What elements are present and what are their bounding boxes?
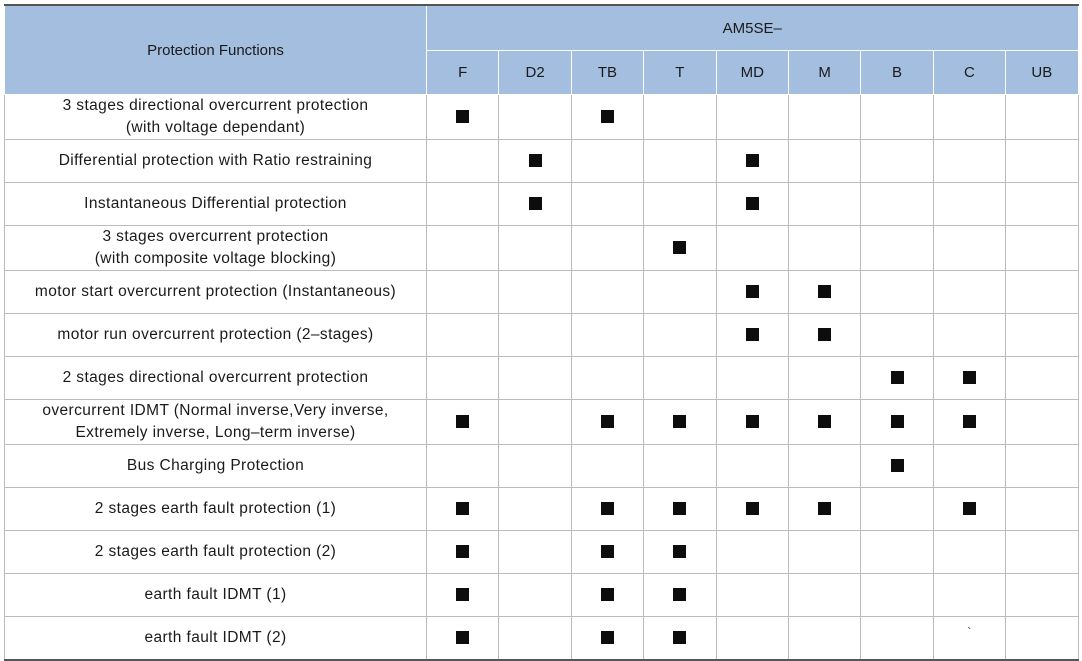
supported-mark-icon — [529, 197, 542, 210]
support-cell-m — [788, 400, 860, 445]
support-cell-ub — [1006, 357, 1078, 400]
support-cell-ub — [1006, 400, 1078, 445]
support-cell-m — [788, 95, 860, 140]
supported-mark-icon — [818, 502, 831, 515]
support-cell-ub — [1006, 445, 1078, 488]
support-cell-t — [644, 531, 716, 574]
support-cell-f — [427, 574, 499, 617]
support-cell-ub — [1006, 140, 1078, 183]
supported-mark-icon — [818, 285, 831, 298]
protection-functions-header: Protection Functions — [5, 5, 427, 95]
support-cell-f — [427, 531, 499, 574]
support-cell-ub — [1006, 95, 1078, 140]
support-cell-md — [716, 617, 788, 660]
support-cell-ub — [1006, 574, 1078, 617]
supported-mark-icon — [746, 197, 759, 210]
protection-function-name — [5, 400, 427, 445]
table-row — [5, 226, 1079, 271]
supported-mark-icon — [673, 415, 686, 428]
supported-mark-icon — [746, 502, 759, 515]
support-cell-tb — [571, 183, 643, 226]
support-cell-ub — [1006, 226, 1078, 271]
protection-function-name — [5, 183, 427, 226]
support-cell-tb — [571, 531, 643, 574]
support-cell-b — [861, 531, 933, 574]
protection-function-line: earth fault IDMT (2) — [144, 628, 287, 646]
supported-mark-icon — [456, 415, 469, 428]
support-cell-c — [933, 95, 1005, 140]
support-cell-d2 — [499, 314, 571, 357]
support-cell-c — [933, 617, 1005, 660]
support-cell-b — [861, 314, 933, 357]
protection-function-line: motor run overcurrent protection (2–stages) — [57, 326, 374, 343]
supported-mark-icon — [601, 631, 614, 644]
support-cell-m — [788, 531, 860, 574]
support-cell-tb — [571, 357, 643, 400]
support-cell-f — [427, 226, 499, 271]
support-cell-md — [716, 445, 788, 488]
support-cell-d2 — [499, 95, 571, 140]
support-cell-d2 — [499, 488, 571, 531]
table-row — [5, 271, 1079, 314]
support-cell-f — [427, 400, 499, 445]
supported-mark-icon — [601, 545, 614, 558]
support-cell-f — [427, 617, 499, 660]
support-cell-f — [427, 95, 499, 140]
support-cell-md — [716, 488, 788, 531]
support-cell-t — [644, 445, 716, 488]
supported-mark-icon — [601, 502, 614, 515]
model-series-header: AM5SE– — [427, 5, 1079, 51]
support-cell-d2 — [499, 574, 571, 617]
support-cell-b — [861, 140, 933, 183]
support-cell-t — [644, 357, 716, 400]
support-cell-tb — [571, 271, 643, 314]
support-cell-md — [716, 140, 788, 183]
table-row — [5, 400, 1079, 445]
support-cell-t — [644, 574, 716, 617]
protection-function-line: 3 stages directional overcurrent protection — [62, 97, 369, 114]
supported-mark-icon — [601, 110, 614, 123]
table-row — [5, 95, 1079, 140]
table-row — [5, 531, 1079, 574]
support-cell-c — [933, 140, 1005, 183]
protection-function-line: 2 stages earth fault protection (1) — [94, 500, 337, 517]
support-cell-m — [788, 140, 860, 183]
protection-function-line: earth fault IDMT (1) — [144, 586, 287, 603]
table-row — [5, 574, 1079, 617]
support-cell-f — [427, 445, 499, 488]
supported-mark-icon — [673, 588, 686, 601]
support-cell-d2 — [499, 617, 571, 660]
support-cell-md — [716, 531, 788, 574]
support-cell-d2 — [499, 445, 571, 488]
model-code-c: C — [933, 51, 1005, 95]
protection-function-name — [5, 271, 427, 314]
support-cell-m — [788, 271, 860, 314]
model-code-b: B — [861, 51, 933, 95]
protection-function-name — [5, 357, 427, 400]
table-row — [5, 357, 1079, 400]
protection-function-line: Instantaneous Differential protection — [84, 195, 347, 212]
support-cell-f — [427, 314, 499, 357]
support-cell-b — [861, 488, 933, 531]
support-cell-md — [716, 357, 788, 400]
supported-mark-icon — [673, 241, 686, 254]
support-cell-b — [861, 271, 933, 314]
support-cell-t — [644, 400, 716, 445]
support-cell-c — [933, 574, 1005, 617]
support-cell-c — [933, 400, 1005, 445]
support-cell-tb — [571, 400, 643, 445]
support-cell-b — [861, 574, 933, 617]
supported-mark-icon — [891, 459, 904, 472]
support-cell-t — [644, 617, 716, 660]
support-cell-ub — [1006, 488, 1078, 531]
table-row — [5, 314, 1079, 357]
supported-mark-icon — [746, 328, 759, 341]
support-cell-c — [933, 488, 1005, 531]
protection-function-line: 2 stages directional overcurrent protection — [62, 369, 369, 386]
stray-mark: ` — [967, 624, 972, 639]
model-code-tb: TB — [571, 51, 643, 95]
protection-function-line: Extremely inverse, Long–term inverse) — [75, 424, 356, 441]
support-cell-m — [788, 183, 860, 226]
support-cell-tb — [571, 445, 643, 488]
supported-mark-icon — [601, 415, 614, 428]
supported-mark-icon — [456, 502, 469, 515]
supported-mark-icon — [529, 154, 542, 167]
model-code-d2: D2 — [499, 51, 571, 95]
protection-functions-table-container — [4, 4, 1078, 661]
support-cell-m — [788, 574, 860, 617]
support-cell-t — [644, 271, 716, 314]
support-cell-b — [861, 357, 933, 400]
support-cell-tb — [571, 488, 643, 531]
table-row — [5, 140, 1079, 183]
protection-function-line: 3 stages overcurrent protection — [102, 228, 329, 245]
support-cell-m — [788, 357, 860, 400]
model-code-ub: UB — [1006, 51, 1078, 95]
protection-function-line: overcurrent IDMT (Normal inverse,Very inverse, — [42, 402, 389, 419]
supported-mark-icon — [818, 328, 831, 341]
support-cell-d2 — [499, 531, 571, 574]
model-code-md: MD — [716, 51, 788, 95]
support-cell-t — [644, 183, 716, 226]
protection-function-name — [5, 314, 427, 357]
support-cell-md — [716, 226, 788, 271]
support-cell-t — [644, 488, 716, 531]
supported-mark-icon — [963, 415, 976, 428]
protection-function-name — [5, 574, 427, 617]
protection-function-name — [5, 226, 427, 271]
support-cell-b — [861, 400, 933, 445]
support-cell-f — [427, 357, 499, 400]
support-cell-ub — [1006, 617, 1078, 660]
supported-mark-icon — [673, 631, 686, 644]
supported-mark-icon — [746, 285, 759, 298]
support-cell-t — [644, 226, 716, 271]
support-cell-t — [644, 95, 716, 140]
model-code-m: M — [788, 51, 860, 95]
model-code-t: T — [644, 51, 716, 95]
supported-mark-icon — [673, 545, 686, 558]
table-row — [5, 183, 1079, 226]
supported-mark-icon — [963, 371, 976, 384]
support-cell-d2 — [499, 140, 571, 183]
supported-mark-icon — [673, 502, 686, 515]
protection-function-name — [5, 95, 427, 140]
support-cell-b — [861, 95, 933, 140]
support-cell-t — [644, 140, 716, 183]
support-cell-d2 — [499, 226, 571, 271]
supported-mark-icon — [601, 588, 614, 601]
protection-function-name — [5, 140, 427, 183]
support-cell-c — [933, 183, 1005, 226]
support-cell-tb — [571, 314, 643, 357]
support-cell-f — [427, 140, 499, 183]
protection-function-name — [5, 617, 427, 660]
support-cell-tb — [571, 617, 643, 660]
supported-mark-icon — [456, 631, 469, 644]
support-cell-c — [933, 357, 1005, 400]
protection-functions-table — [4, 4, 1079, 661]
support-cell-md — [716, 574, 788, 617]
support-cell-m — [788, 445, 860, 488]
support-cell-c — [933, 271, 1005, 314]
supported-mark-icon — [456, 545, 469, 558]
protection-function-line: Differential protection with Ratio restraining — [58, 152, 373, 169]
support-cell-m — [788, 314, 860, 357]
support-cell-m — [788, 617, 860, 660]
support-cell-c — [933, 226, 1005, 271]
support-cell-f — [427, 271, 499, 314]
table-row — [5, 617, 1079, 660]
support-cell-tb — [571, 140, 643, 183]
support-cell-ub — [1006, 531, 1078, 574]
table-row — [5, 488, 1079, 531]
support-cell-c — [933, 445, 1005, 488]
support-cell-b — [861, 226, 933, 271]
support-cell-d2 — [499, 183, 571, 226]
support-cell-md — [716, 271, 788, 314]
support-cell-md — [716, 400, 788, 445]
support-cell-tb — [571, 95, 643, 140]
support-cell-t — [644, 314, 716, 357]
protection-function-line: motor start overcurrent protection (Instantaneous) — [34, 283, 397, 300]
support-cell-d2 — [499, 400, 571, 445]
support-cell-d2 — [499, 357, 571, 400]
support-cell-c — [933, 531, 1005, 574]
support-cell-f — [427, 183, 499, 226]
protection-function-name — [5, 531, 427, 574]
protection-function-line: (with composite voltage blocking) — [94, 250, 337, 267]
support-cell-tb — [571, 574, 643, 617]
support-cell-m — [788, 226, 860, 271]
support-cell-ub — [1006, 314, 1078, 357]
supported-mark-icon — [456, 110, 469, 123]
protection-function-name — [5, 488, 427, 531]
support-cell-c — [933, 314, 1005, 357]
model-code-f: F — [427, 51, 499, 95]
supported-mark-icon — [746, 415, 759, 428]
support-cell-b — [861, 617, 933, 660]
table-body — [5, 95, 1079, 660]
supported-mark-icon — [891, 415, 904, 428]
support-cell-d2 — [499, 271, 571, 314]
protection-function-line: (with voltage dependant) — [125, 119, 306, 136]
supported-mark-icon — [456, 588, 469, 601]
support-cell-md — [716, 95, 788, 140]
support-cell-md — [716, 183, 788, 226]
protection-function-name — [5, 445, 427, 488]
supported-mark-icon — [963, 502, 976, 515]
support-cell-ub — [1006, 183, 1078, 226]
support-cell-md — [716, 314, 788, 357]
table-row — [5, 445, 1079, 488]
supported-mark-icon — [891, 371, 904, 384]
support-cell-b — [861, 183, 933, 226]
protection-function-line: 2 stages earth fault protection (2) — [94, 543, 337, 560]
support-cell-m — [788, 488, 860, 531]
support-cell-b — [861, 445, 933, 488]
support-cell-f — [427, 488, 499, 531]
supported-mark-icon — [818, 415, 831, 428]
support-cell-ub — [1006, 271, 1078, 314]
protection-function-line: Bus Charging Protection — [126, 457, 305, 474]
support-cell-tb — [571, 226, 643, 271]
supported-mark-icon — [746, 154, 759, 167]
